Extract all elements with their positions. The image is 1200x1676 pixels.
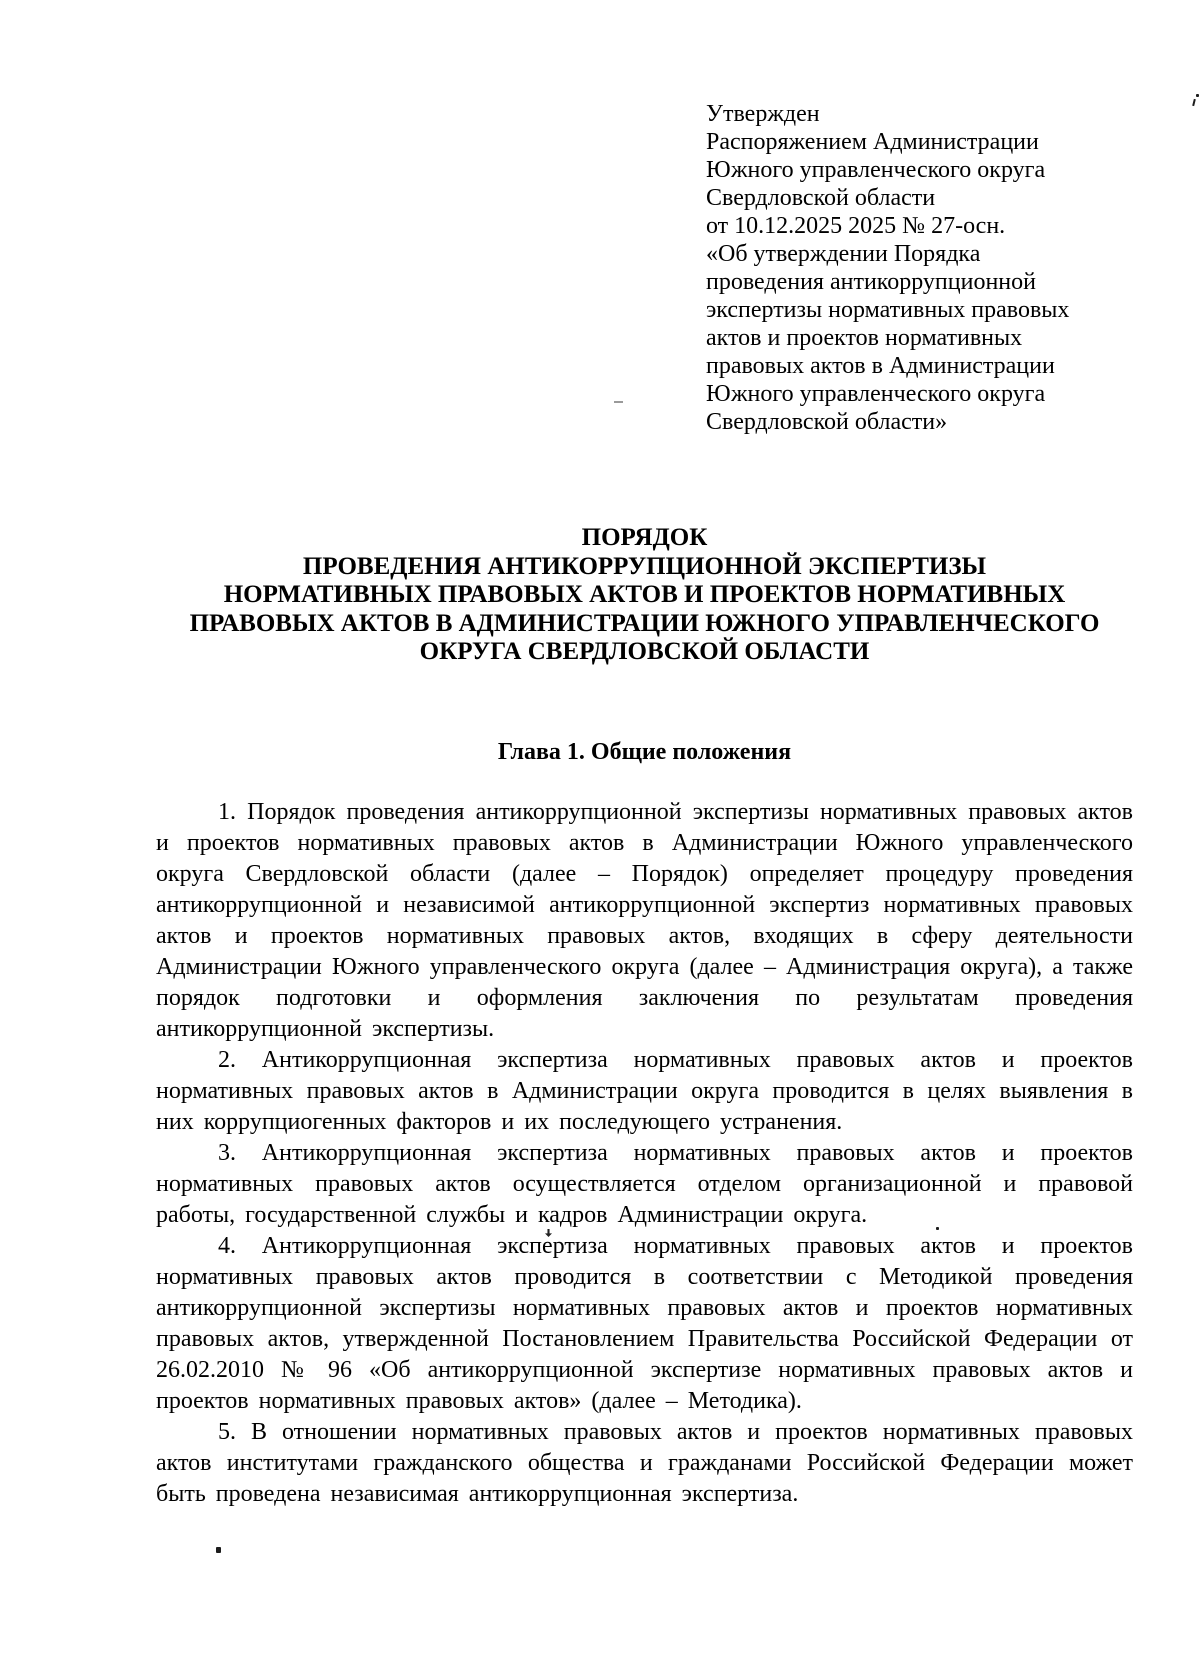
title-line: ОКРУГА СВЕРДЛОВСКОЙ ОБЛАСТИ (419, 638, 870, 665)
title-line: ПОРЯДОК (581, 524, 708, 551)
approval-block (706, 100, 1069, 436)
paragraph-1: 1. Порядок проведения антикоррупционной экспертизы нормативных правовых актов и проектов нормативных правовых актов в Администрации Южного управленческого округа Свердловской области (далее – Порядок) определяет процедуру проведения антикоррупционной и независимой антикоррупционной экспертиз нормативных правовых актов и проектов нормативных правовых актов, входящих в сферу деятельности Администрации Южного управленческого округа (далее – Администрация округа), а также порядок подготовки и оформления заключения по результатам проведения антикоррупционной экспертизы. (156, 799, 1133, 1042)
approval-line: проведения антикоррупционной (706, 269, 1036, 295)
approval-line: Южного управленческого округа (706, 157, 1046, 183)
approval-line: от 10.12.2025 2025 № 27-осн. (706, 213, 1006, 239)
ink-speck-bottom-left (216, 1547, 221, 1553)
ink-speck-top-right (1196, 94, 1199, 97)
paragraph-3: 3. Антикоррупционная экспертиза нормативных правовых актов и проектов нормативных правовых актов осуществляется отделом организационной и правовой работы, государственной службы и кадров Администрации округа. (156, 1140, 1133, 1228)
approval-line: Свердловской области» (706, 409, 948, 435)
approval-line: Распоряжением Администрации (706, 129, 1039, 155)
faint-dash-artifact (614, 401, 623, 403)
approval-line: правовых актов в Администрации (706, 353, 1055, 379)
title-line: ПРОВЕДЕНИЯ АНТИКОРРУПЦИОННОЙ ЭКСПЕРТИЗЫ (302, 552, 987, 580)
approval-line: экспертизы нормативных правовых (706, 297, 1070, 323)
ink-speck-top-right-tail (1192, 99, 1196, 106)
paragraph-4: 4. Антикоррупционная экспертиза нормативных правовых актов и проектов нормативных правовых актов проводится в соответствии с Методикой проведения антикоррупционной экспертизы нормативных правовых актов и проектов нормативных правовых актов, утвержденной Постановлением Правительства Российской Федерации от 26.02.2010 № 96 «Об антикоррупционной экспертизе нормативных правовых актов и проектов нормативных правовых актов» (далее – Методика). (156, 1233, 1133, 1414)
paragraph-5: 5. В отношении нормативных правовых актов и проектов нормативных правовых актов институтами гражданского общества и гражданами Российской Федерации может быть проведена независимая антикоррупционная экспертиза. (156, 1419, 1133, 1507)
approval-line: Южного управленческого округа (706, 381, 1046, 407)
approval-line: «Об утверждении Порядка (706, 241, 981, 267)
chapter-heading: Глава 1. Общие положения (497, 739, 792, 765)
document-body (156, 797, 1133, 1510)
title-line: ПРАВОВЫХ АКТОВ В АДМИНИСТРАЦИИ ЮЖНОГО УПРАВЛЕНЧЕСКОГО (189, 609, 1100, 637)
approval-line: Свердловской области (706, 185, 936, 211)
paragraph-2: 2. Антикоррупционная экспертиза нормативных правовых актов и проектов нормативных правовых актов в Администрации округа проводится в целях выявления в них коррупциогенных факторов и их последующего устранения. (156, 1047, 1133, 1135)
document-title (156, 524, 1133, 667)
approval-line: Утвержден (706, 101, 820, 127)
title-line: НОРМАТИВНЫХ ПРАВОВЫХ АКТОВ И ПРОЕКТОВ НОРМАТИВНЫХ (223, 581, 1066, 608)
approval-line: актов и проектов нормативных (706, 325, 1023, 351)
